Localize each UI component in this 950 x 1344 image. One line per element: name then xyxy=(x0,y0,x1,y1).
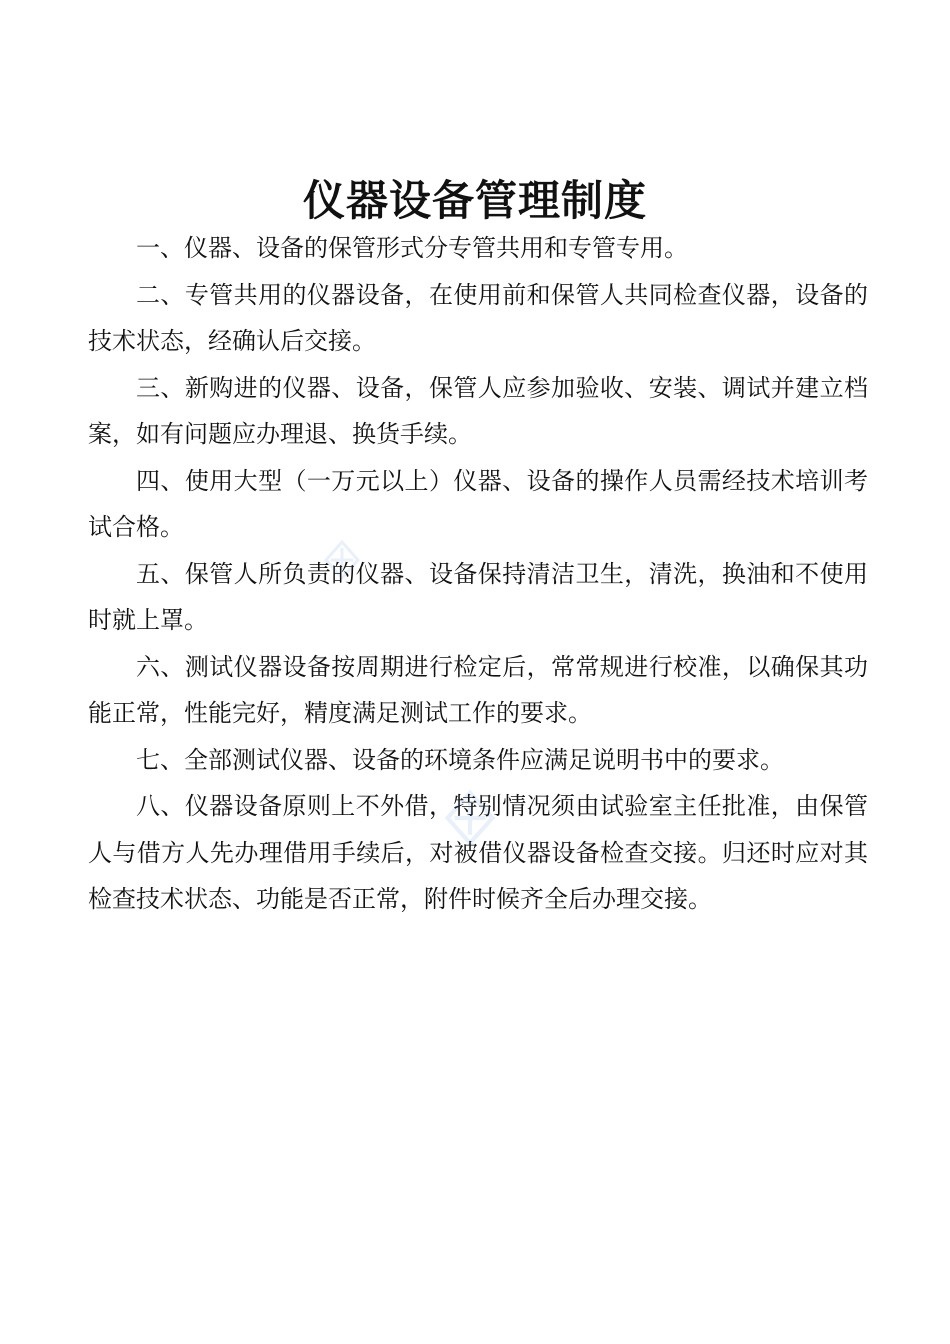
paragraph-5: 五、保管人所负责的仪器、设备保持清洁卫生，清洗，换油和不使用时就上罩。 xyxy=(88,559,868,634)
paragraph-6: 六、测试仪器设备按周期进行检定后，常常规进行校准，以确保其功能正常，性能完好，精度满足测试工作的要求。 xyxy=(88,652,868,727)
paragraph-1: 一、仪器、设备的保管形式分专管共用和专管专用。 xyxy=(136,234,688,262)
paragraph-3: 三、新购进的仪器、设备，保管人应参加验收、安装、调试并建立档案，如有问题应办理退、换货手续。 xyxy=(88,373,868,448)
snowflake-watermark-icon xyxy=(442,790,498,846)
paragraph-2: 二、专管共用的仪器设备，在使用前和保管人共同检查仪器，设备的技术状态，经确认后交接。 xyxy=(88,280,868,355)
paragraph-4: 四、使用大型（一万元以上）仪器、设备的操作人员需经技术培训考试合格。 xyxy=(88,466,868,541)
snowflake-watermark-icon xyxy=(322,540,362,580)
paragraph-8: 八、仪器设备原则上不外借，特别情况须由试验室主任批准，由保管人与借方人先办理借用手续后，对被借仪器设备检查交接。归还时应对其检查技术状态、功能是否正常，附件时候齐全后办理交接。 xyxy=(88,792,868,913)
document-title: 仪器设备管理制度 xyxy=(302,176,647,225)
paragraph-7: 七、全部测试仪器、设备的环境条件应满足说明书中的要求。 xyxy=(136,745,784,774)
